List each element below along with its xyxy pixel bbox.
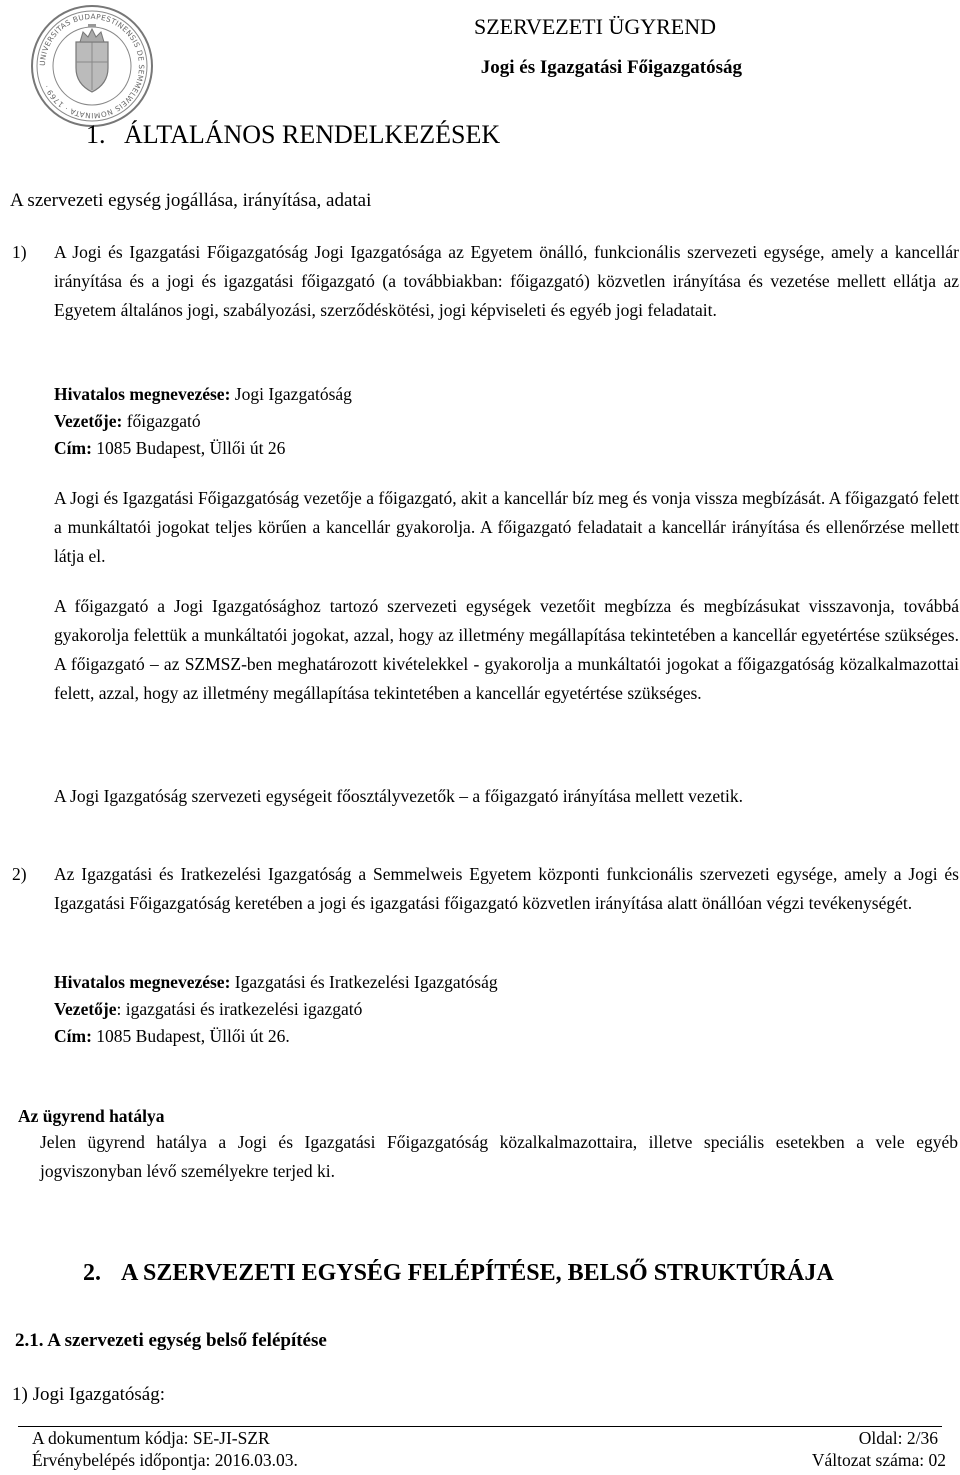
header-subtitle: Jogi és Igazgatási Főigazgatóság: [480, 57, 742, 78]
item-1-address: [54, 434, 285, 463]
item-2-text: Az Igazgatási és Iratkezelési Igazgatóság a Semmelweis Egyetem központi funkcionális szervezeti egysége, amely a Jogi és Igazgatási Főigazgatóság keretében a jogi és igazgatási főigazgató közvetlen irányítása alatt önállóan végzi tevékenységét.: [54, 864, 959, 913]
leader-label: Vezetője:: [54, 411, 123, 431]
subsection-title: A szervezeti egység belső felépítése: [47, 1330, 327, 1351]
address-label: Cím:: [54, 438, 92, 458]
section-1-heading: [86, 120, 500, 150]
section-1-number: 1.: [86, 120, 106, 149]
footer-divider: [18, 1426, 942, 1427]
address-value: 1085 Budapest, Üllői út 26.: [91, 1026, 290, 1046]
section-1-lead: A szervezeti egység jogállása, irányítása, adatai: [10, 190, 372, 211]
official-name-label: Hivatalos megnevezése:: [54, 972, 231, 992]
item-1-label: 1): [12, 242, 27, 262]
item-1-paragraph-4: A Jogi Igazgatóság szervezeti egységeit főosztályvezetők – a főigazgató irányítása mellett vezetik.: [54, 786, 744, 806]
footer-effective-date: Érvénybelépés időpontja: 2016.03.03.: [32, 1450, 298, 1470]
section-2-title: A SZERVEZETI EGYSÉG FELÉPÍTÉSE, BELSŐ STRUKTÚRÁJA: [121, 1260, 834, 1286]
item-2-leader: [54, 995, 362, 1024]
item-1-paragraph-2: A Jogi és Igazgatási Főigazgatóság vezetője a főigazgató, akit a kancellár bíz meg és vonja vissza megbízását. A főigazgató felett a munkáltatói jogokat teljes körűen a kancellár gyakorolja. A főigazgató feladatait a kancellár irányítása és ellenőrzése mellett látja el.: [54, 488, 959, 566]
official-name-label: Hivatalos megnevezése:: [54, 384, 231, 404]
section-2-heading: [83, 1260, 834, 1287]
item-1-official-name: [54, 380, 352, 409]
footer-version: Változat száma: 02: [811, 1450, 946, 1470]
subsection-number: 2.1.: [15, 1330, 44, 1351]
header-title: SZERVEZETI ÜGYREND: [473, 14, 716, 39]
subsection-2-1-heading: [15, 1330, 327, 1352]
official-name-value: Jogi Igazgatóság: [230, 384, 352, 404]
item-2-official-name: [54, 968, 498, 997]
section-1-title: ÁLTALÁNOS RENDELKEZÉSEK: [124, 120, 501, 149]
university-seal: [30, 4, 154, 128]
item-1-text: A Jogi és Igazgatási Főigazgatóság Jogi Igazgatósága az Egyetem önálló, funkcionális szervezeti egysége, amely a kancellár irányítása és a jogi és igazgatási főigazgató (a továbbiakban: főigazgató) közvetlen irányítása és vezetése mellett ellátja az Egyetem általános jogi, szabályozási, szerződéskötési, jogi képviseleti és egyéb jogi feladatait.: [54, 242, 959, 320]
scope-heading: Az ügyrend hatálya: [18, 1106, 165, 1126]
item-2-label: 2): [12, 864, 27, 884]
item-1-leader: [54, 407, 201, 436]
leader-value: főigazgató: [122, 411, 201, 431]
section-2-item-1: 1) Jogi Igazgatóság:: [12, 1384, 166, 1405]
scope-text: Jelen ügyrend hatálya a Jogi és Igazgatási Főigazgatóság közalkalmazottaira, illetve speciális esetekben a vele egyéb jogviszonyban lévő személyekre terjed ki.: [40, 1132, 958, 1181]
footer-page: Oldal: 2/36: [858, 1428, 938, 1448]
item-1-paragraph-3: A főigazgató a Jogi Igazgatósághoz tartozó szervezeti egységek vezetőit megbízza és megbízásukat visszavonja, továbbá gyakorolja felettük a munkáltatói jogokat, azzal, hogy az illetmény megállapítása tekintetében a kancellár egyetértése szükséges. A főigazgató – az SZMSZ-ben meghatározott kivételekkel - gyakorolja a munkáltatói jogokat a főigazgatóság közalkalmazottai felett, azzal, hogy az illetmény megállapítása tekintetében a kancellár egyetértése szükséges.: [54, 596, 959, 703]
official-name-value: Igazgatási és Iratkezelési Igazgatóság: [230, 972, 498, 992]
section-2-number: 2.: [83, 1260, 101, 1286]
item-2-address: [54, 1022, 290, 1051]
footer-doc-code: A dokumentum kódja: SE-JI-SZR: [32, 1428, 270, 1448]
leader-label: Vezetője: [54, 999, 117, 1019]
address-label: Cím:: [54, 1026, 92, 1046]
svg-text:UNIVERSITAS BUDAPESTINENSIS DE: UNIVERSITAS BUDAPESTINENSIS DE SEMMELWEIS NOMINATA · 1769 ·: [37, 11, 147, 121]
leader-value: : igazgatási és iratkezelési igazgató: [116, 999, 363, 1019]
address-value: 1085 Budapest, Üllői út 26: [91, 438, 286, 458]
